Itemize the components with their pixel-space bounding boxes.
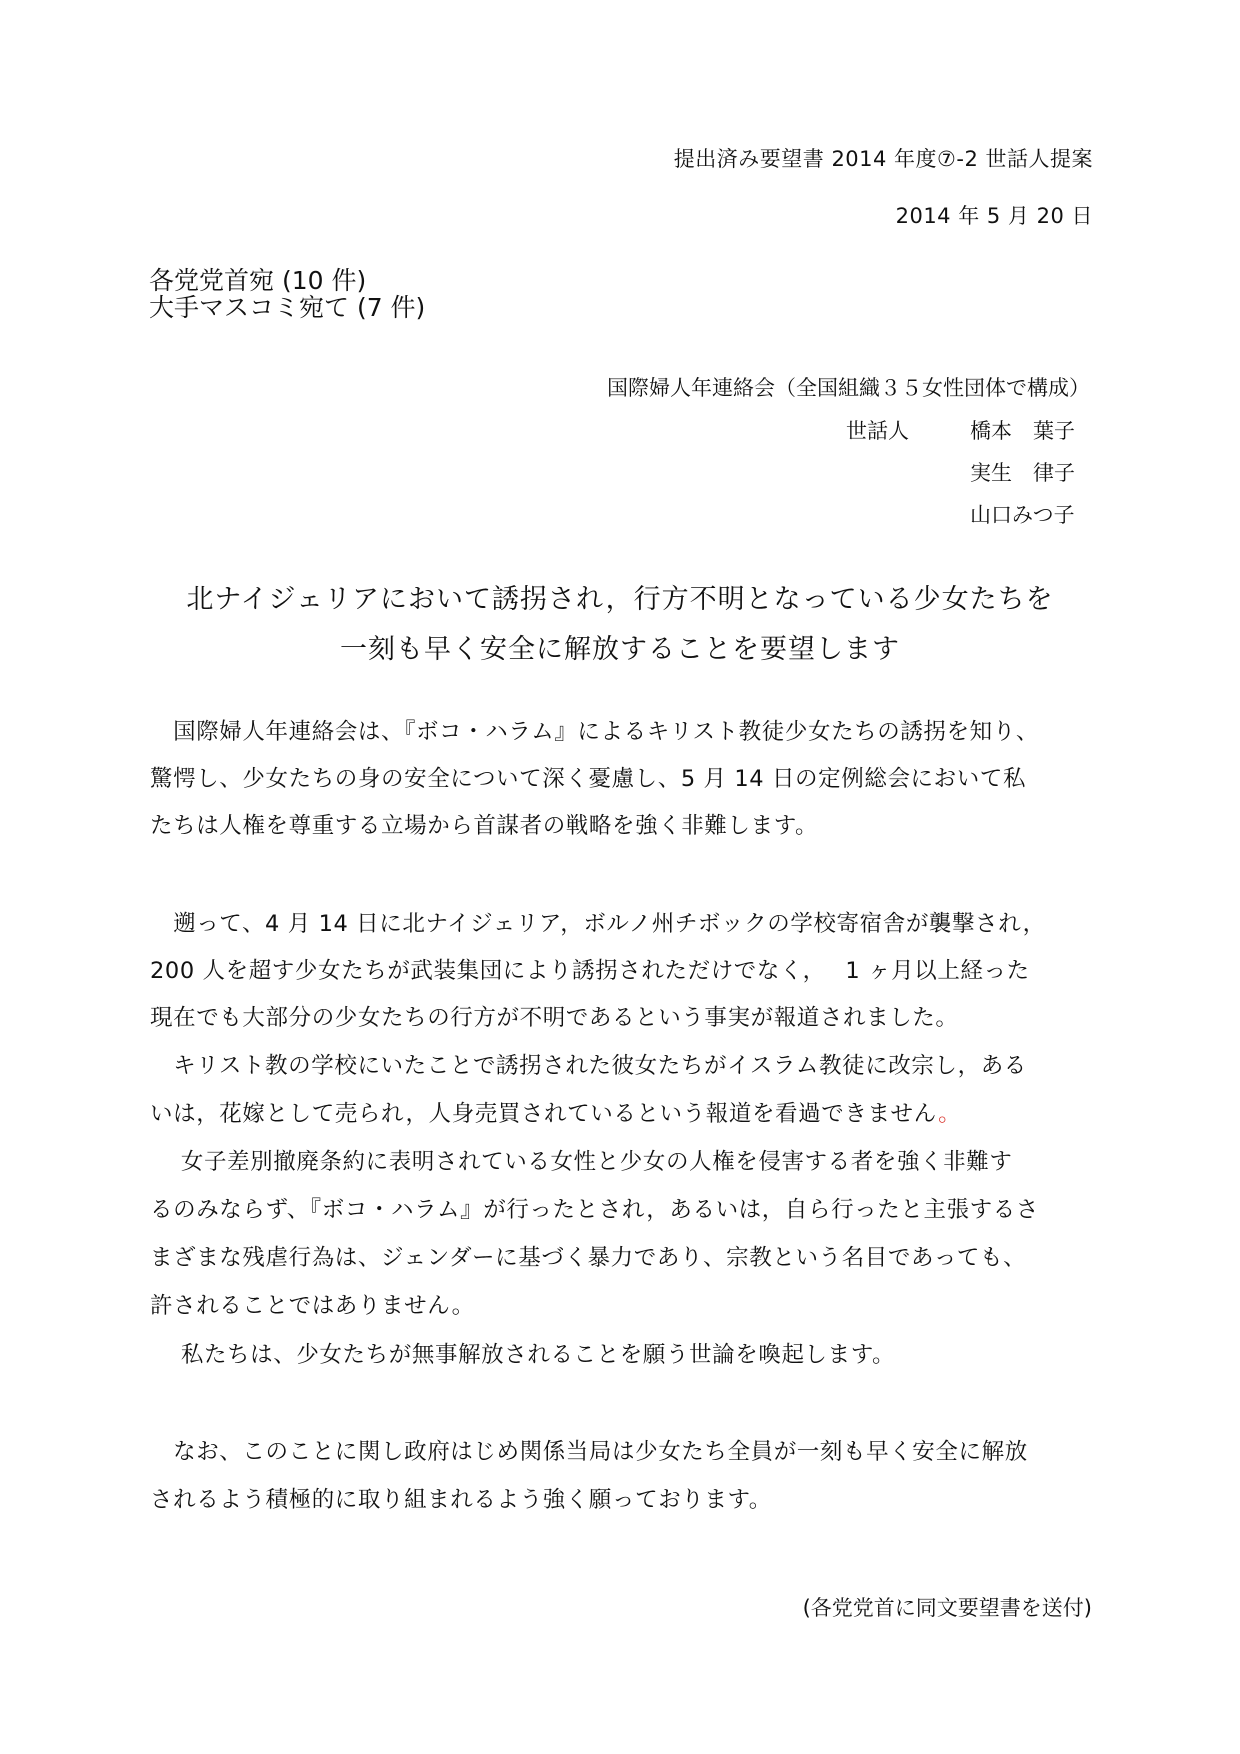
- body-line: たちは人権を尊重する立場から首謀者の戦略を強く非難します。: [150, 813, 819, 839]
- body-line: まざまな残虐行為は、ジェンダーに基づく暴力であり、宗教という名目であっても、: [150, 1245, 1027, 1271]
- document-title-line: 北ナイジェリアにおいて誘拐され，行方不明となっている少女たちを: [186, 584, 1054, 615]
- body-line: 遡って、4 月 14 日に北ナイジェリア，ボルノ州チボックの学校寄宿舎が襲撃され，: [150, 911, 1046, 937]
- footer-note: (各党党首に同文要望書を送付): [802, 1596, 1092, 1620]
- document-title-line: 一刻も早く安全に解放することを要望します: [340, 634, 900, 665]
- body-line-text: いは，花嫁として売られ，人身売買されているという報道を看過できません: [150, 1101, 939, 1127]
- document-reference: 提出済み要望書 2014 年度⑦-2 世話人提案: [673, 147, 1093, 171]
- curator-name: 橋本 葉子: [970, 419, 1075, 443]
- curator-name: 実生 律子: [970, 461, 1075, 485]
- body-line: 許されることではありません。: [150, 1293, 475, 1319]
- body-line: るのみならず、『ボコ・ハラム』が行ったとされ，あるいは，自ら行ったと主張するさ: [150, 1197, 1039, 1223]
- curator-role-label: 世話人: [846, 419, 909, 443]
- body-line: 200 人を超す少女たちが武装集団により誘拐されただけでなく， 1 ヶ月以上経った: [150, 958, 1030, 984]
- body-line: 国際婦人年連絡会は、『ボコ・ハラム』によるキリスト教徒少女たちの誘拐を知り、: [150, 719, 1039, 745]
- curator-name: 山口みつ子: [970, 503, 1075, 527]
- document-date: 2014 年 5 月 20 日: [895, 204, 1093, 228]
- red-period-mark: 。: [938, 1101, 962, 1127]
- body-line: なお、このことに関し政府はじめ関係当局は少女たち全員が一刻も早く安全に解放: [150, 1439, 1028, 1465]
- addressee-mass-media: 大手マスコミ宛て (7 件): [149, 293, 426, 322]
- sender-organization: 国際婦人年連絡会（全国組織３５女性団体で構成）: [607, 376, 1090, 400]
- body-line: 驚愕し、少女たちの身の安全について深く憂慮し、5 月 14 日の定例総会において私: [150, 766, 1027, 792]
- addressee-party-leaders: 各党党首宛 (10 件): [149, 266, 367, 295]
- body-line: キリスト教の学校にいたことで誘拐された彼女たちがイスラム教徒に改宗し，ある: [150, 1053, 1027, 1079]
- body-line: [150, 1096, 961, 1128]
- body-line: 私たちは、少女たちが無事解放されることを願う世論を喚起します。: [150, 1342, 896, 1368]
- body-line: 女子差別撤廃条約に表明されている女性と少女の人権を侵害する者を強く非難す: [150, 1149, 1013, 1175]
- body-line: 現在でも大部分の少女たちの行方が不明であるという事実が報道されました。: [150, 1005, 959, 1031]
- body-line: されるよう積極的に取り組まれるよう強く願っております。: [150, 1487, 772, 1513]
